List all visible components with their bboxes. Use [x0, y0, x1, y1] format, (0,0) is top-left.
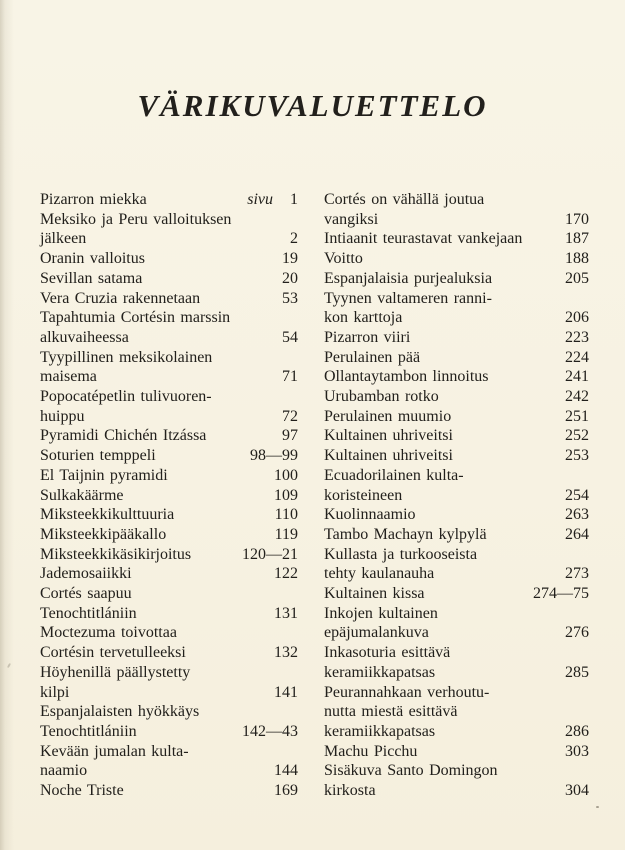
toc-page-ref: [274, 564, 298, 584]
toc-entry-text: Espanjalaisia purjealuksia: [324, 269, 493, 287]
page-number: 276: [565, 624, 589, 642]
toc-entry-line: Espanjalaisten hyökkäys: [40, 703, 200, 721]
toc-entry-line-with-page: [324, 584, 589, 604]
toc-entry-text: keramiikkapatsas: [324, 722, 436, 740]
toc-entry-text: Soturien temppeli: [40, 447, 156, 465]
page-number: 286: [565, 722, 589, 740]
toc-entry: [324, 249, 589, 269]
toc-entry-text: El Taijnin pyramidi: [40, 466, 168, 484]
toc-page-ref: [565, 722, 589, 742]
toc-page-ref: [565, 210, 589, 230]
toc-entry: [40, 505, 298, 525]
page-number: 188: [565, 250, 589, 268]
toc-page-ref: [242, 722, 298, 742]
toc-column-left: [40, 190, 298, 801]
toc-entry-line-with-page: [40, 229, 298, 249]
toc-entry-line-with-page: [324, 663, 589, 683]
toc-entry-line-with-page: [324, 387, 589, 407]
toc-entry-text: koristeineen: [324, 486, 403, 504]
toc-entry-line-with-page: [40, 683, 298, 703]
toc-entry-line: Peurannahkaan verhoutu-: [324, 683, 490, 701]
toc-page-ref: [247, 190, 298, 210]
toc-entry: [324, 761, 589, 800]
toc-entry: [324, 426, 589, 446]
toc-entry-line-with-page: [40, 545, 298, 565]
toc-entry-text: Miksteekkipääkallo: [40, 525, 167, 543]
page-number: 223: [565, 328, 589, 346]
toc-entry-line-with-page: [40, 505, 298, 525]
page-number: 252: [565, 427, 589, 445]
toc-entry-line-with-page: [40, 564, 298, 584]
toc-page-ref: [565, 328, 589, 348]
toc-entry-text: Pizarron miekka: [40, 191, 147, 208]
page-number: 273: [565, 565, 589, 583]
toc-entry: [324, 190, 589, 229]
toc-entry-text: naamio: [40, 762, 88, 780]
toc-page-ref: [274, 643, 298, 663]
page-number: 120—21: [242, 545, 298, 563]
toc-entry-line-with-page: [324, 348, 589, 368]
toc-page-ref: [565, 742, 589, 762]
toc-entry: [40, 663, 298, 702]
toc-entry-line-with-page: [324, 446, 589, 466]
toc-entry: [40, 446, 298, 466]
page-number: 206: [565, 309, 589, 327]
toc-entry: [324, 289, 589, 328]
page-number: 132: [274, 644, 298, 662]
toc-entry-line-with-page: [324, 781, 589, 801]
toc-entry-text: Kultainen uhriveitsi: [324, 427, 453, 445]
toc-entry-line: Inkojen kultainen: [324, 604, 438, 622]
toc-entry-text: Sulkakäärme: [40, 486, 124, 504]
toc-entry: [324, 683, 589, 742]
toc-page-ref: [565, 269, 589, 289]
page-number: 142—43: [242, 722, 298, 740]
page-number: 263: [565, 506, 589, 524]
toc-entry-text: Tambo Machayn kylpylä: [324, 525, 487, 543]
toc-entry-line: Kevään jumalan kulta-: [40, 742, 189, 760]
page-number: 98—99: [250, 447, 298, 465]
toc-entry-text: Perulainen muumio: [324, 407, 452, 425]
toc-page-ref: [533, 584, 589, 604]
toc-entry: [40, 210, 298, 249]
toc-entry-text: Pizarron viiri: [324, 328, 411, 346]
toc-entry: [40, 525, 298, 545]
toc-entry: [324, 643, 589, 682]
toc-entry-text: Jademosaiikki: [40, 565, 132, 583]
page-number: 169: [274, 782, 298, 800]
page-number: 122: [274, 565, 298, 583]
toc-entry-text: Urubamban rotko: [324, 388, 439, 406]
page-number: 71: [282, 368, 298, 386]
toc-entry-line: Cortés on vähällä joutua: [324, 191, 485, 208]
toc-entry-line-with-page: [324, 486, 589, 506]
page-number: 187: [565, 230, 589, 248]
toc-entry-text: Tenochtitlániin: [40, 722, 137, 740]
page-number: 253: [565, 447, 589, 465]
toc-entry: [40, 387, 298, 426]
toc-page-ref: [565, 781, 589, 801]
toc-entry: [324, 229, 589, 249]
toc-entry-line-with-page: [40, 446, 298, 466]
toc-page-ref: [565, 525, 589, 545]
page-number: 19: [282, 250, 298, 268]
toc-entry-line-with-page: [40, 761, 298, 781]
toc-page-ref: [274, 683, 298, 703]
toc-page-ref: [290, 229, 298, 249]
toc-entry: [324, 525, 589, 545]
toc-entry: [40, 486, 298, 506]
toc-entry: [40, 702, 298, 741]
page-number: 119: [274, 525, 298, 543]
page-number: 251: [565, 407, 589, 425]
toc-entry-line: Tyypillinen meksikolainen: [40, 348, 213, 366]
page-title: VÄRIKUVALUETTELO: [137, 88, 488, 123]
toc-entry-line: Meksiko ja Peru valloituksen: [40, 210, 232, 228]
toc-page-ref: [282, 249, 298, 269]
toc-entry-text: Vera Cruzia rakennetaan: [40, 289, 201, 307]
toc-entry-text: keramiikkapatsas: [324, 663, 436, 681]
toc-entry-line-with-page: [324, 210, 589, 230]
toc-entry: [324, 348, 589, 368]
toc-entry-line: Höyhenillä päällystetty: [40, 663, 191, 681]
toc-entry-line-with-page: [324, 722, 589, 742]
toc-page-ref: [275, 525, 298, 545]
toc-page-ref: [282, 289, 298, 309]
toc-entry-line: nutta miestä esittävä: [324, 703, 458, 721]
toc-page-ref: [282, 328, 298, 348]
page-number: 54: [282, 328, 298, 346]
toc-entry-text: kon karttoja: [324, 309, 403, 327]
toc-entry-line-with-page: [40, 407, 298, 427]
toc-entry-line-with-page: [324, 564, 589, 584]
toc-entry: [324, 466, 589, 505]
toc-entry-text: huippu: [40, 407, 85, 425]
toc-entry-text: Noche Triste: [40, 782, 124, 800]
page-number: 303: [565, 742, 589, 760]
toc-page-ref: [242, 545, 298, 565]
toc-entry: [324, 328, 589, 348]
toc-entry-text: Machu Picchu: [324, 742, 418, 760]
toc-page-ref: [565, 663, 589, 683]
toc-entry-line: Tapahtumia Cortésin marssin: [40, 309, 231, 327]
toc-entry: [40, 269, 298, 289]
page-number: 254: [565, 486, 589, 504]
toc-page-ref: [565, 249, 589, 269]
page-number: 205: [565, 269, 589, 287]
toc-entry-line: Sisäkuva Santo Domingon: [324, 762, 498, 780]
toc-entry-text: tehty kaulanauha: [324, 565, 435, 583]
toc-entry-text: Sevillan satama: [40, 269, 143, 287]
toc-entry-line: Ecuadorilainen kulta-: [324, 466, 464, 484]
toc-entry-text: jälkeen: [40, 230, 87, 248]
toc-entry: [324, 407, 589, 427]
page-number: 141: [274, 683, 298, 701]
toc-page-ref: [565, 623, 589, 643]
toc-entry-text: Miksteekkikulttuuria: [40, 506, 175, 524]
toc-entry-line-with-page: [324, 525, 589, 545]
toc-entry-line-with-page: [324, 249, 589, 269]
toc-page-ref: [282, 407, 298, 427]
toc-entry-text: epäjumalankuva: [324, 624, 429, 642]
page-number: 131: [274, 604, 298, 622]
toc-entry-line-with-page: [40, 643, 298, 663]
toc-entry-text: Perulainen pää: [324, 348, 421, 366]
toc-entry-text: Voitto: [324, 250, 363, 268]
scan-speck: [596, 806, 599, 808]
toc-entry-line-with-page: [324, 426, 589, 446]
toc-page-ref: [565, 426, 589, 446]
toc-entry-text: kirkosta: [324, 782, 376, 800]
toc-entry-text: alkuvaiheessa: [40, 328, 129, 346]
toc-page-ref: [250, 446, 298, 466]
toc-page-ref: [565, 505, 589, 525]
toc-entry-line-with-page: [40, 604, 298, 624]
toc-page-ref: [565, 348, 589, 368]
page-number: 224: [565, 348, 589, 366]
toc-entry-line-with-page: [40, 722, 298, 742]
page-number: 170: [565, 210, 589, 228]
toc-entry: [40, 289, 298, 309]
toc-entry-line-with-page: [40, 328, 298, 348]
toc-entry-line-with-page: [40, 486, 298, 506]
toc-entry-text: Pyramidi Chichén Itzássa: [40, 427, 207, 445]
toc-entry-line-with-page: [40, 249, 298, 269]
page-word-label: sivu: [247, 191, 273, 208]
page-number: 109: [274, 486, 298, 504]
toc-entry: [324, 446, 589, 466]
toc-entry-text: maisema: [40, 368, 97, 386]
toc-entry-line-with-page: [324, 269, 589, 289]
toc-entry-line-with-page: [324, 367, 589, 387]
toc-page-ref: [565, 229, 589, 249]
toc-entry-line: Tyynen valtameren ranni-: [324, 289, 492, 307]
toc-entry-line-with-page: [324, 505, 589, 525]
toc-entry: [40, 426, 298, 446]
page-number: 285: [565, 663, 589, 681]
toc-entry-line-with-page: [324, 328, 589, 348]
toc-entry: [40, 742, 298, 781]
toc-entry-line-with-page: [40, 269, 298, 289]
toc-entry-line-with-page: [40, 367, 298, 387]
toc-entry-line: Cortés saapuu: [40, 585, 132, 603]
toc-entry-line: Kullasta ja turkooseista: [324, 545, 478, 563]
toc-entry: [40, 564, 298, 584]
page-number: 20: [282, 269, 298, 287]
toc-page-ref: [274, 781, 298, 801]
toc-page-ref: [274, 604, 298, 624]
toc-entry-line-with-page: [40, 525, 298, 545]
toc-entry-line-with-page: [40, 466, 298, 486]
toc-page-ref: [274, 486, 298, 506]
toc-entry: [324, 584, 589, 604]
toc-entry-line-with-page: [40, 426, 298, 446]
toc-entry-text: Ollantaytambon linnoitus: [324, 368, 489, 386]
scan-speck: [7, 663, 11, 668]
toc-entry-line: Inkasoturia esittävä: [324, 644, 451, 662]
toc-entry-text: Kultainen uhriveitsi: [324, 447, 453, 465]
toc-entry: [324, 742, 589, 762]
toc-entry: [324, 505, 589, 525]
toc-entry-line-with-page: [40, 190, 298, 210]
toc-entry: [40, 190, 298, 210]
toc-entry-line-with-page: [324, 742, 589, 762]
toc-entry-line: Popocatépetlin tulivuoren-: [40, 388, 212, 406]
toc-page-ref: [282, 426, 298, 446]
toc-entry-text: vangiksi: [324, 210, 379, 228]
toc-page-ref: [282, 269, 298, 289]
toc-entry: [40, 348, 298, 387]
toc-entry: [324, 387, 589, 407]
toc-page-ref: [274, 761, 298, 781]
toc-page-ref: [565, 407, 589, 427]
page-number: 53: [282, 289, 298, 307]
page-number: 72: [282, 407, 298, 425]
toc-entry-line-with-page: [40, 289, 298, 309]
page-number: 242: [565, 388, 589, 406]
toc-entry-text: Miksteekkikäsikirjoitus: [40, 545, 192, 563]
toc-page-ref: [282, 367, 298, 387]
toc-entry-text: Cortésin tervetulleeksi: [40, 644, 186, 662]
page-number: 264: [565, 525, 589, 543]
toc-entry-line-with-page: [324, 229, 589, 249]
toc-entry-line-with-page: [324, 308, 589, 328]
toc-entry-line-with-page: [40, 781, 298, 801]
toc-entry: [324, 269, 589, 289]
toc-page-ref: [274, 466, 298, 486]
toc-entry: [40, 584, 298, 623]
page-number: 241: [565, 368, 589, 386]
toc-entry-text: kilpi: [40, 683, 70, 701]
toc-page-ref: [565, 367, 589, 387]
page-number: 274—75: [533, 585, 589, 603]
page-number: 110: [274, 506, 298, 524]
toc-entry-line: Moctezuma toivottaa: [40, 624, 177, 642]
toc-page-ref: [565, 308, 589, 328]
toc-entry-line-with-page: [324, 407, 589, 427]
toc-page-ref: [565, 564, 589, 584]
toc-page-ref: [565, 486, 589, 506]
toc-page-ref: [565, 446, 589, 466]
toc-entry: [324, 545, 589, 584]
toc-page-ref: [275, 505, 298, 525]
page-number: 1: [290, 191, 298, 208]
page-number: 97: [282, 427, 298, 445]
toc-entry: [40, 308, 298, 347]
toc-entry: [40, 545, 298, 565]
toc-column-right: [324, 190, 589, 801]
page-number: 100: [274, 466, 298, 484]
toc-entry: [324, 367, 589, 387]
toc-entry: [40, 249, 298, 269]
page-number: 304: [565, 782, 589, 800]
toc-entry: [40, 781, 298, 801]
toc-entry: [324, 604, 589, 643]
toc-entry-text: Intiaanit teurastavat vankejaan: [324, 230, 523, 248]
page-number: 144: [274, 762, 298, 780]
toc-entry-text: Oranin valloitus: [40, 250, 145, 268]
toc-entry-text: Kuolinnaamio: [324, 506, 416, 524]
toc-entry: [40, 623, 298, 662]
toc-columns: [40, 190, 589, 801]
toc-entry: [40, 466, 298, 486]
page-number: 2: [290, 230, 298, 248]
toc-entry-text: Tenochtitlániin: [40, 604, 137, 622]
toc-entry-text: Kultainen kissa: [324, 585, 425, 603]
toc-page-ref: [565, 387, 589, 407]
toc-entry-line-with-page: [324, 623, 589, 643]
